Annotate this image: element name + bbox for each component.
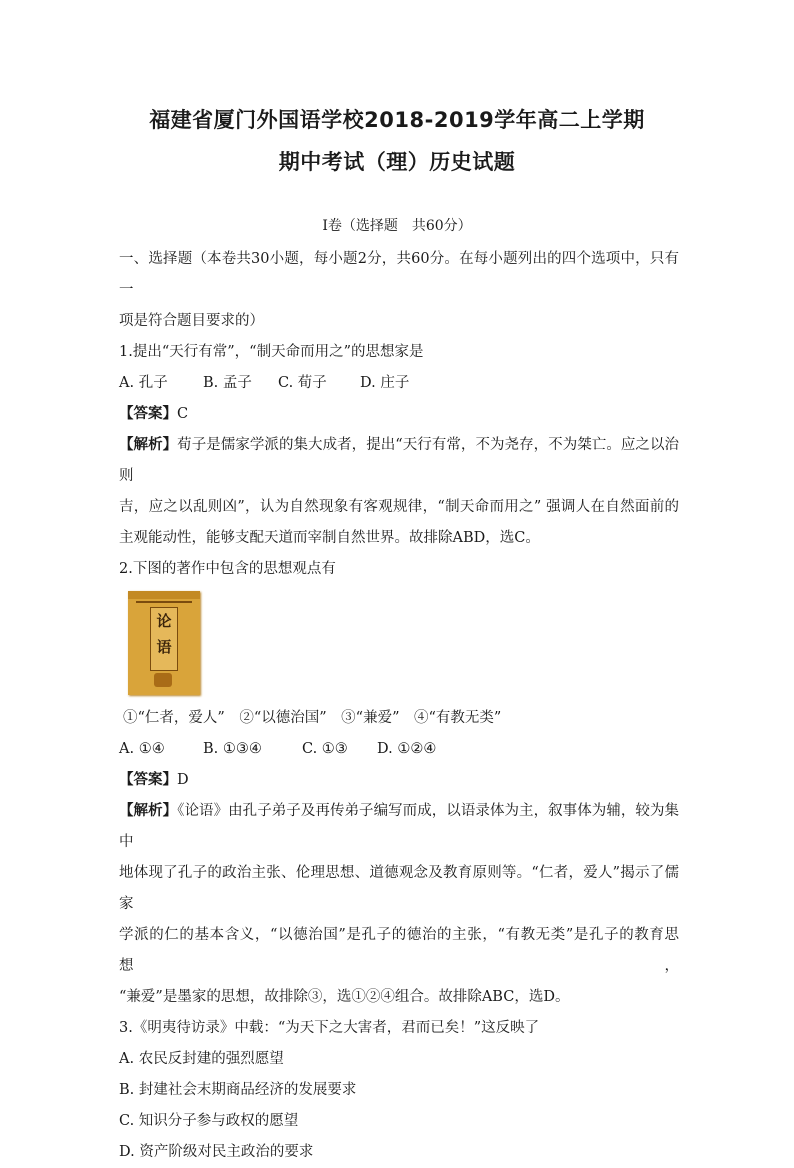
- q2-analysis-text1: 《论语》由孔子弟子及再传弟子编写而成，以语录体为主，叙事体为辅，较为集中: [119, 803, 680, 850]
- instructions-line2: 项是符合题目要求的）: [119, 313, 264, 329]
- q2-answer: [119, 765, 679, 796]
- q1-analysis-line2: 吉，应之以乱则凶”，认为自然现象有客观规律，“制天命而用之” 强调人在自然面前的: [119, 499, 679, 515]
- q2-answer-tag: 【答案】: [119, 772, 177, 788]
- q1-answer-tag: 【答案】: [119, 406, 177, 422]
- book-cover-icon: [128, 591, 200, 695]
- q2-analysis-line4: “兼爱”是墨家的思想，故排除③，选①②④组合。故排除ABC，选D。: [119, 989, 570, 1005]
- q2-option-c: C. ①③: [302, 741, 348, 757]
- q2-statements: ①“仁者，爱人” ②“以德治国” ③“兼爱” ④“有教无类”: [123, 710, 502, 726]
- q1-analysis-line1: [119, 430, 679, 492]
- q3-option-a: A. 农民反封建的强烈愿望: [119, 1051, 284, 1067]
- q3-option-c: C. 知识分子参与政权的愿望: [119, 1113, 299, 1129]
- q1-answer: [119, 399, 679, 430]
- q1-analysis-line3: 主观能动性，能够支配天道而宰制自然世界。故排除ABD，选C。: [119, 530, 540, 546]
- q3-option-d: D. 资产阶级对民主政治的要求: [119, 1144, 314, 1160]
- q2-option-b: B. ①③④: [203, 741, 262, 757]
- q2-analysis-line1: [119, 796, 679, 858]
- q2-analysis-line3: 学派的仁的基本含义，“以德治国”是孔子的德治的主张，“有教无类”是孔子的教育思想，: [119, 927, 679, 974]
- q2-options: [119, 734, 679, 765]
- section-heading: Ⅰ卷（选择题 共60分）: [322, 218, 472, 234]
- q3-option-b: B. 封建社会末期商品经济的发展要求: [119, 1082, 357, 1098]
- q2-stem: 2.下图的著作中包含的思想观点有: [119, 561, 336, 577]
- q1-options: [119, 368, 679, 399]
- q1-analysis-tag: 【解析】: [119, 437, 178, 453]
- q1-analysis-text1: 荀子是儒家学派的集大成者，提出“天行有常，不为尧存，不为桀亡。应之以治则: [119, 437, 679, 484]
- q1-option-c: C. 荀子: [278, 375, 327, 391]
- q3-stem: 3.《明夷待访录》中载：“为天下之大害者，君而已矣！”这反映了: [119, 1020, 540, 1036]
- q1-option-b: B. 孟子: [203, 375, 252, 391]
- q1-option-d: D. 庄子: [360, 375, 410, 391]
- doc-title-line2: 期中考试（理）历史试题: [278, 150, 516, 174]
- q2-analysis-tag: 【解析】: [119, 803, 178, 819]
- q1-option-a: A. 孔子: [119, 375, 168, 391]
- instructions-line1: 一、选择题（本卷共30小题，每小题2分，共60分。在每小题列出的四个选项中，只有一: [119, 251, 679, 298]
- q1-answer-value: C: [177, 406, 189, 422]
- q1-stem: 1.提出“天行有常”，“制天命而用之”的思想家是: [119, 344, 424, 360]
- doc-title-line1: 福建省厦门外国语学校2018-2019学年高二上学期: [149, 108, 645, 132]
- q2-option-a: A. ①④: [119, 741, 165, 757]
- q2-option-d: D. ①②④: [377, 741, 437, 757]
- document-body: [119, 244, 679, 1168]
- book-cover-title: 论语: [150, 607, 178, 671]
- q2-answer-value: D: [177, 772, 189, 788]
- q2-analysis-line2: 地体现了孔子的政治主张、伦理思想、道德观念及教育原则等。“仁者，爱人”揭示了儒家: [119, 865, 679, 912]
